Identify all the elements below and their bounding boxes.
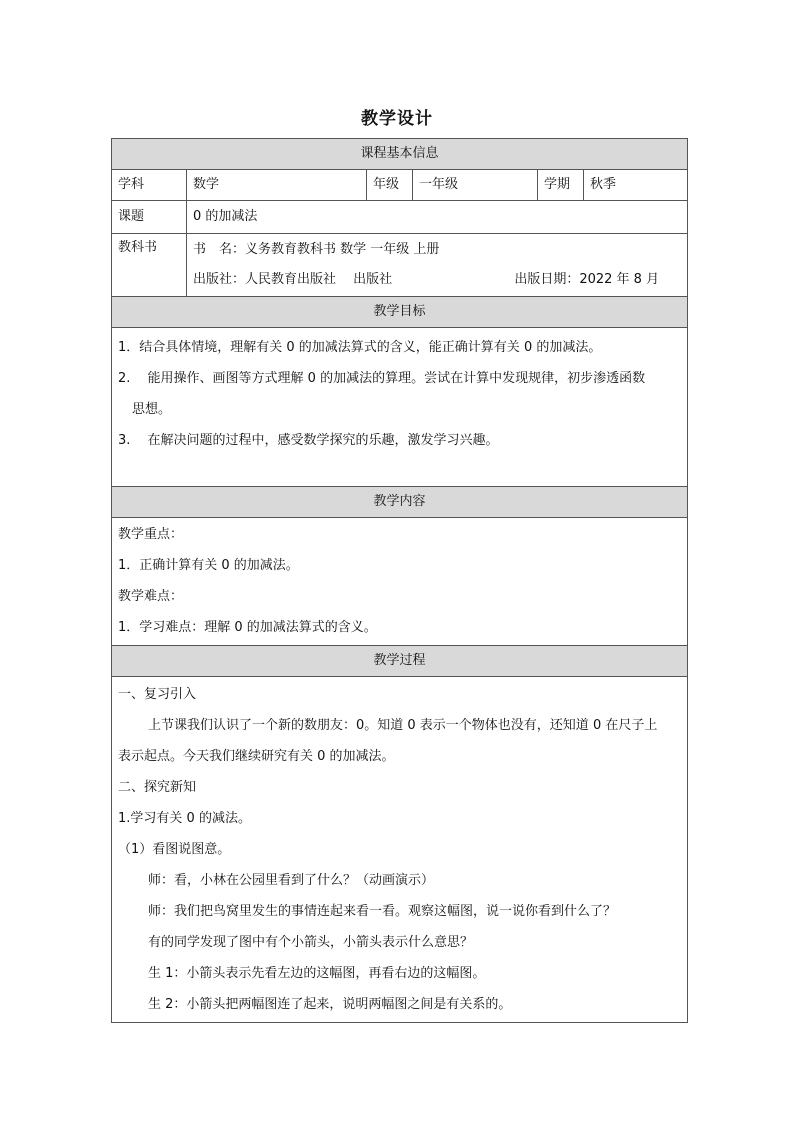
grade-label: 年级 [367,170,413,201]
term-value: 秋季 [584,170,688,201]
textbook-info [187,234,688,297]
textbook-label: 教科书 [112,234,187,297]
key-points-label: 教学重点： [118,527,184,542]
key-point-item: 1．正确计算有关 0 的加减法。 [118,558,299,573]
objectives-body [112,328,688,487]
term-label: 学期 [538,170,584,201]
document-title: 教学设计 [361,109,433,129]
process-header: 教学过程 [112,646,688,677]
subject-label: 学科 [112,170,187,201]
book-name-line: 书 名：义务教育教科书 数学 一年级 上册 [193,242,440,257]
objective-item: 2. 能用操作、画图等方式理解 0 的加减法的算理。尝试在计算中发现规律，初步渗透函数 [118,371,646,386]
process-body [112,677,688,1023]
difficulty-label: 教学难点： [118,589,184,604]
objective-item: 1．结合具体情境，理解有关 0 的加减法算式的含义，能正确计算有关 0 的加减法。 [118,340,602,355]
content-body [112,518,688,646]
section-heading: 一、复习引入 [118,687,197,702]
dialogue-line: 生 1：小箭头表示先看左边的这幅图，再看右边的这幅图。 [148,966,486,981]
objective-item: 3. 在解决问题的过程中，感受数学探究的乐趣，激发学习兴趣。 [118,433,499,448]
section-heading: 二、探究新知 [118,780,197,795]
dialogue-line: 有的同学发现了图中有个小箭头，小箭头表示什么意思？ [148,935,474,950]
topic-value: 0 的加减法 [187,201,688,234]
content-header: 教学内容 [112,487,688,518]
publisher-line [193,265,681,295]
lesson-plan-table [111,138,688,1023]
dialogue-line: 师：我们把鸟窝里发生的事情连起来看一看。观察这幅图，说一说你看到什么了？ [148,904,617,919]
dialogue-line: 生 2：小箭头把两幅图连了起来，说明两幅图之间是有关系的。 [148,997,512,1012]
basic-info-header: 课程基本信息 [112,139,688,170]
dialogue-line: 师：看，小林在公园里看到了什么？（动画演示） [148,873,435,888]
objective-item-continued: 思想。 [132,402,172,417]
topic-label: 课题 [112,201,187,234]
paragraph-line: 表示起点。今天我们继续研究有关 0 的加减法。 [118,749,395,764]
paragraph-line: 上节课我们认识了一个新的数朋友：0。知道 0 表示一个物体也没有，还知道 0 在尺子上 [148,718,658,733]
grade-value: 一年级 [413,170,538,201]
publish-date: 出版日期：2022 年 8 月 [514,272,660,287]
difficulty-item: 1．学习难点：理解 0 的加减法算式的含义。 [118,620,377,635]
step-heading: （1）看图说图意。 [118,842,231,857]
objectives-header: 教学目标 [112,297,688,328]
publisher-text: 出版社：人民教育出版社 出版社 [193,272,393,287]
subsection-heading: 1.学习有关 0 的减法。 [118,811,251,826]
subject-value: 数学 [187,170,367,201]
